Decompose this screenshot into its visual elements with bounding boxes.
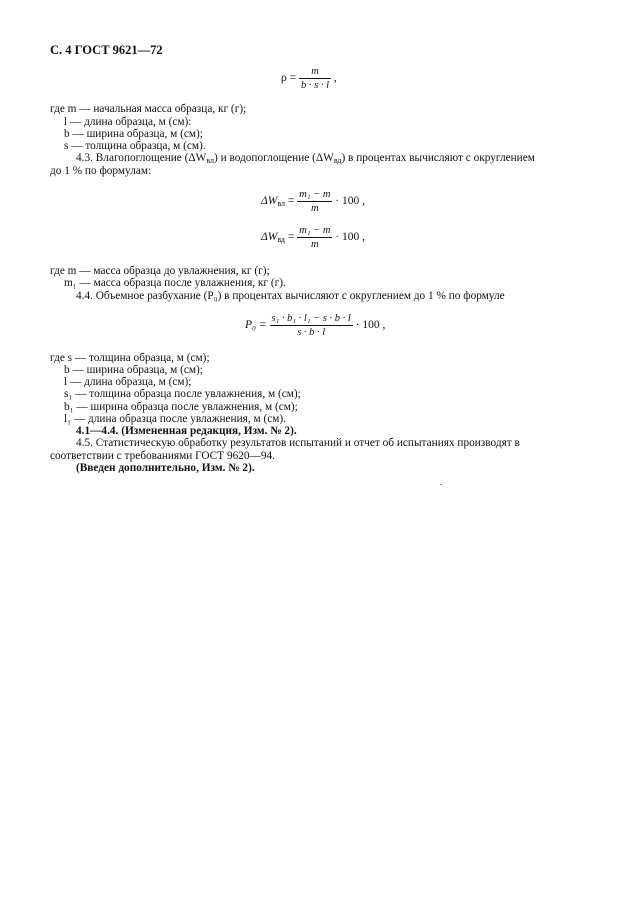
formula-tail: · 100 ,	[335, 231, 365, 244]
where-line: s — толщина образца, м (см).	[64, 140, 206, 152]
page-header: С. 4 ГОСТ 9621—72	[50, 43, 163, 57]
addition-note: (Введен дополнительно, Изм. № 2).	[76, 462, 255, 474]
where-line: b — ширина образца, м (см);	[64, 128, 203, 140]
paragraph-4-5-line2: соответствии с требованиями ГОСТ 9620—94.	[50, 450, 275, 462]
where-line: b — ширина образца, м (см);	[64, 364, 203, 376]
numerator: s₁ · b₁ · l₁ − s · b · l	[271, 313, 351, 324]
formula-sub: вд	[277, 235, 285, 245]
fraction	[299, 66, 331, 91]
where-line: l — длина образца, м (см);	[64, 376, 192, 388]
where-line: s₁ — толщина образца после увлажнения, м (см);	[64, 388, 301, 400]
formula-wvd	[261, 225, 365, 250]
where-line: m₁ — масса образца после увлажнения, кг (г).	[64, 277, 286, 289]
paragraph-4-4: 4.4. Объемное разбухание (P₀) в процентах вычисляют с округлением до 1 % по формуле	[76, 290, 505, 302]
where-line: l — длина образца, м (см):	[64, 116, 192, 128]
fraction	[270, 313, 353, 338]
scan-speck	[440, 484, 442, 485]
formula-tail: · 100 ,	[355, 319, 386, 332]
numerator: m	[299, 66, 331, 79]
formula-p0	[245, 313, 385, 338]
denominator: m	[311, 203, 319, 214]
denominator: b · s · l	[300, 80, 329, 91]
revision-note: 4.1—4.4. (Измененная редакция, Изм. № 2).	[76, 425, 297, 437]
fraction	[297, 225, 332, 250]
formula-density	[281, 66, 337, 91]
formula-sub: вл	[277, 199, 286, 209]
paragraph-4-3-line1: 4.3. Влагопоглощение $(\Delta W_{вл})$ и водопоглощение $(\Delta W_{вд})$ в процентах вычисляют с округлением	[76, 152, 535, 165]
formula-lhs: ρ =	[281, 72, 297, 85]
formula-eq: =	[287, 195, 295, 208]
formula-eq: =	[287, 231, 295, 244]
fraction	[297, 189, 332, 214]
formula-lhs: ΔW	[261, 231, 278, 244]
formula-wvl	[261, 189, 365, 214]
numerator: m₁ − m	[299, 189, 331, 200]
formula-tail: ,	[333, 72, 337, 85]
paragraph-4-5-line1: 4.5. Статистическую обработку результатов испытаний и отчет об испытаниях производят в	[76, 437, 520, 449]
where-line: b₁ — ширина образца после увлажнения, м (см);	[64, 401, 298, 413]
formula-lhs: ΔW	[261, 195, 278, 208]
where-line: l₁ — длина образца после увлажнения, м (см).	[64, 413, 286, 425]
where-line: где m — масса образца до увлажнения, кг (г);	[50, 265, 270, 277]
numerator: m₁ − m	[299, 225, 331, 236]
paragraph-4-3-line2: до 1 % по формулам:	[50, 165, 152, 177]
formula-lhs: P₀ =	[245, 319, 267, 332]
where-line: где s — толщина образца, м (см);	[50, 352, 210, 364]
denominator: s · b · l	[297, 327, 326, 338]
denominator: m	[311, 239, 319, 250]
formula-tail: · 100 ,	[335, 195, 366, 208]
where-line: где m — начальная масса образца, кг (г);	[50, 103, 247, 115]
